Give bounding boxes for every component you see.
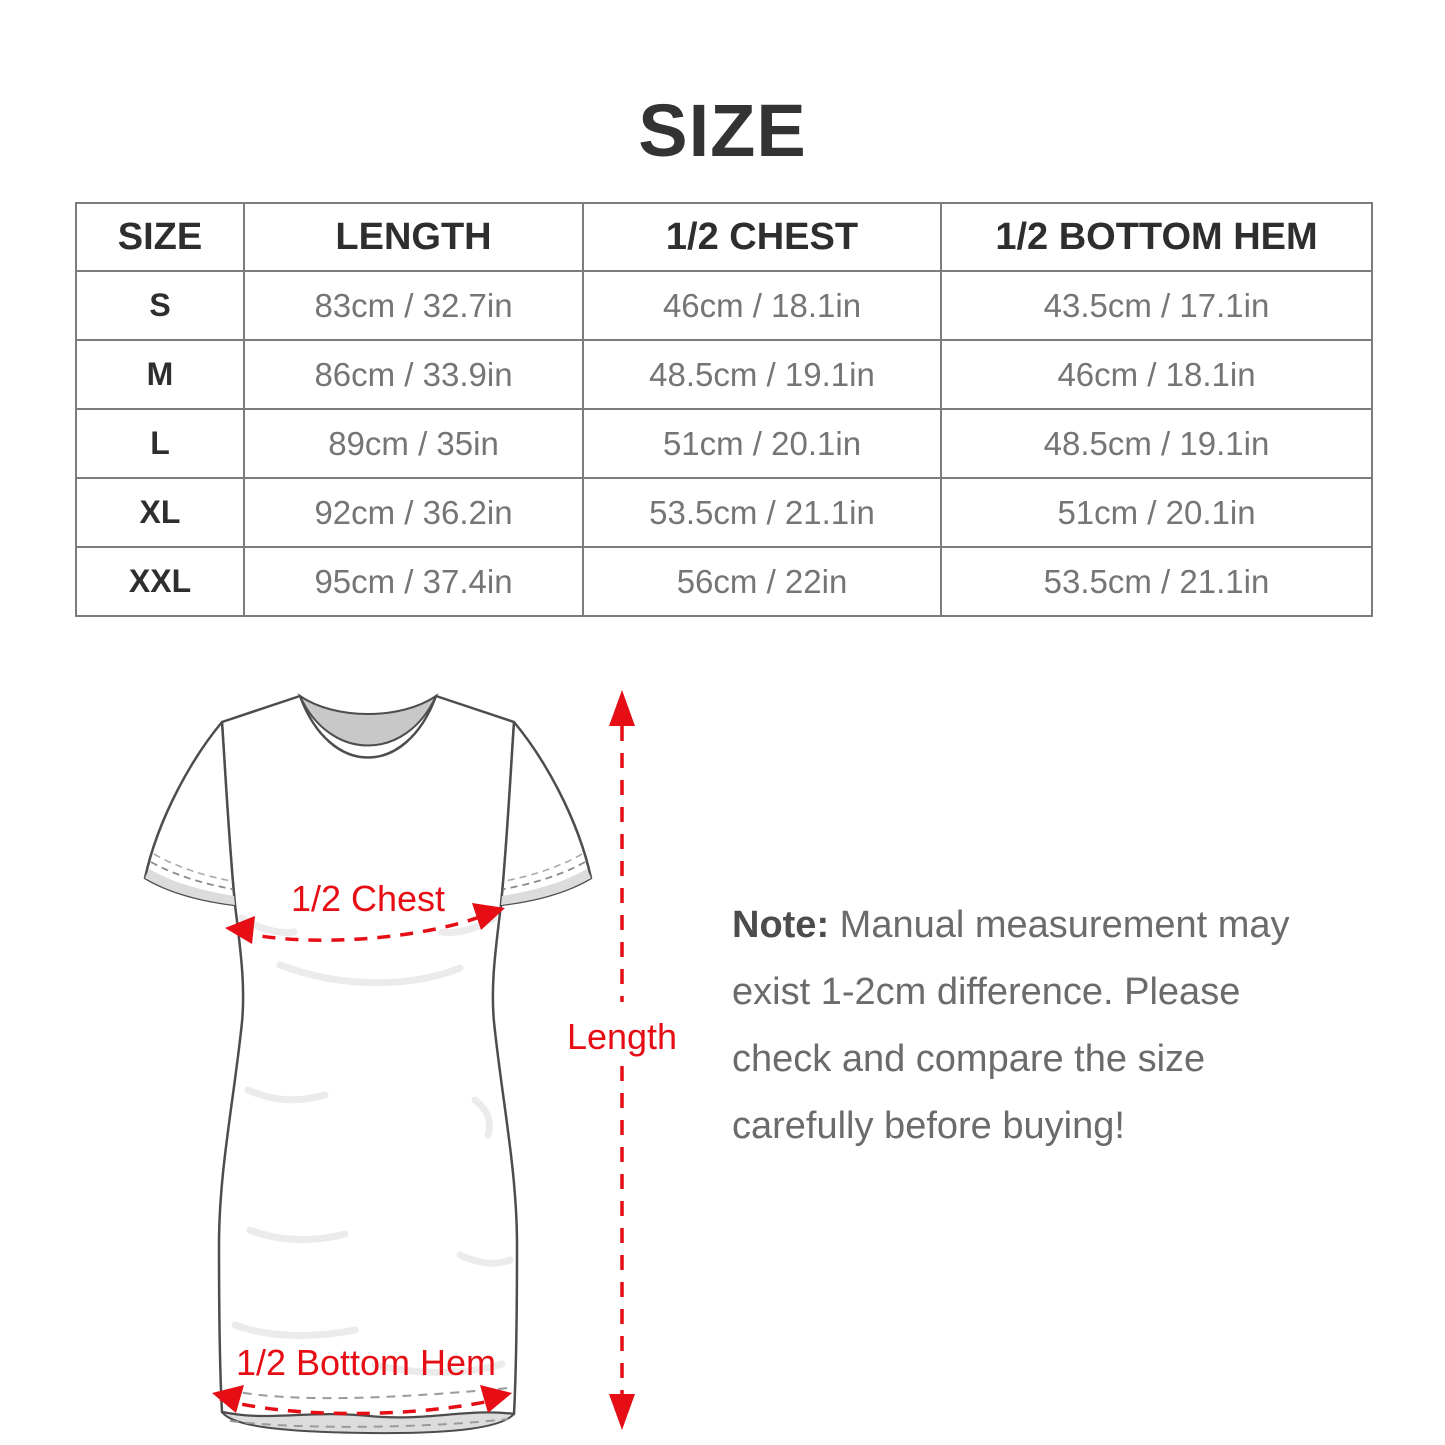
length-cell: 89cm / 35in [244, 409, 583, 478]
bottom-hem-cell: 46cm / 18.1in [941, 340, 1372, 409]
length-label: Length [566, 1016, 678, 1057]
note-label: Note: [732, 904, 830, 946]
length-cell: 92cm / 36.2in [244, 478, 583, 547]
table-row [76, 271, 1372, 340]
table-header-row [76, 203, 1372, 271]
size-cell: S [76, 271, 244, 340]
page-title: SIZE [638, 89, 807, 172]
header-half-bottom-hem: 1/2 BOTTOM HEM [941, 203, 1372, 271]
size-cell: L [76, 409, 244, 478]
size-table [75, 202, 1373, 617]
chest-label: 1/2 Chest [290, 878, 446, 919]
measurement-note [732, 892, 1332, 1160]
size-cell: XXL [76, 547, 244, 616]
dress-body-outline [219, 696, 517, 1418]
length-arrowhead-bottom [609, 1394, 635, 1430]
note-text: Manual measurement may exist 1-2cm difference. Please check and compare the size carefully before buying! [732, 904, 1290, 1147]
chest-cell: 48.5cm / 19.1in [583, 340, 941, 409]
size-cell: M [76, 340, 244, 409]
header-length: LENGTH [244, 203, 583, 271]
bottom-hem-label: 1/2 Bottom Hem [235, 1342, 497, 1383]
length-cell: 95cm / 37.4in [244, 547, 583, 616]
table-row [76, 409, 1372, 478]
table-row [76, 340, 1372, 409]
bottom-hem-cell: 51cm / 20.1in [941, 478, 1372, 547]
table-row [76, 478, 1372, 547]
garment-diagram [130, 670, 730, 1445]
chest-cell: 46cm / 18.1in [583, 271, 941, 340]
table-row [76, 547, 1372, 616]
header-half-chest: 1/2 CHEST [583, 203, 941, 271]
chest-cell: 56cm / 22in [583, 547, 941, 616]
length-cell: 83cm / 32.7in [244, 271, 583, 340]
bottom-hem-cell: 43.5cm / 17.1in [941, 271, 1372, 340]
length-arrowhead-top [609, 690, 635, 726]
header-size: SIZE [76, 203, 244, 271]
size-cell: XL [76, 478, 244, 547]
bottom-hem-cell: 48.5cm / 19.1in [941, 409, 1372, 478]
chest-cell: 53.5cm / 21.1in [583, 478, 941, 547]
bottom-hem-cell: 53.5cm / 21.1in [941, 547, 1372, 616]
chest-cell: 51cm / 20.1in [583, 409, 941, 478]
length-measure-arrow [609, 690, 635, 1430]
length-cell: 86cm / 33.9in [244, 340, 583, 409]
